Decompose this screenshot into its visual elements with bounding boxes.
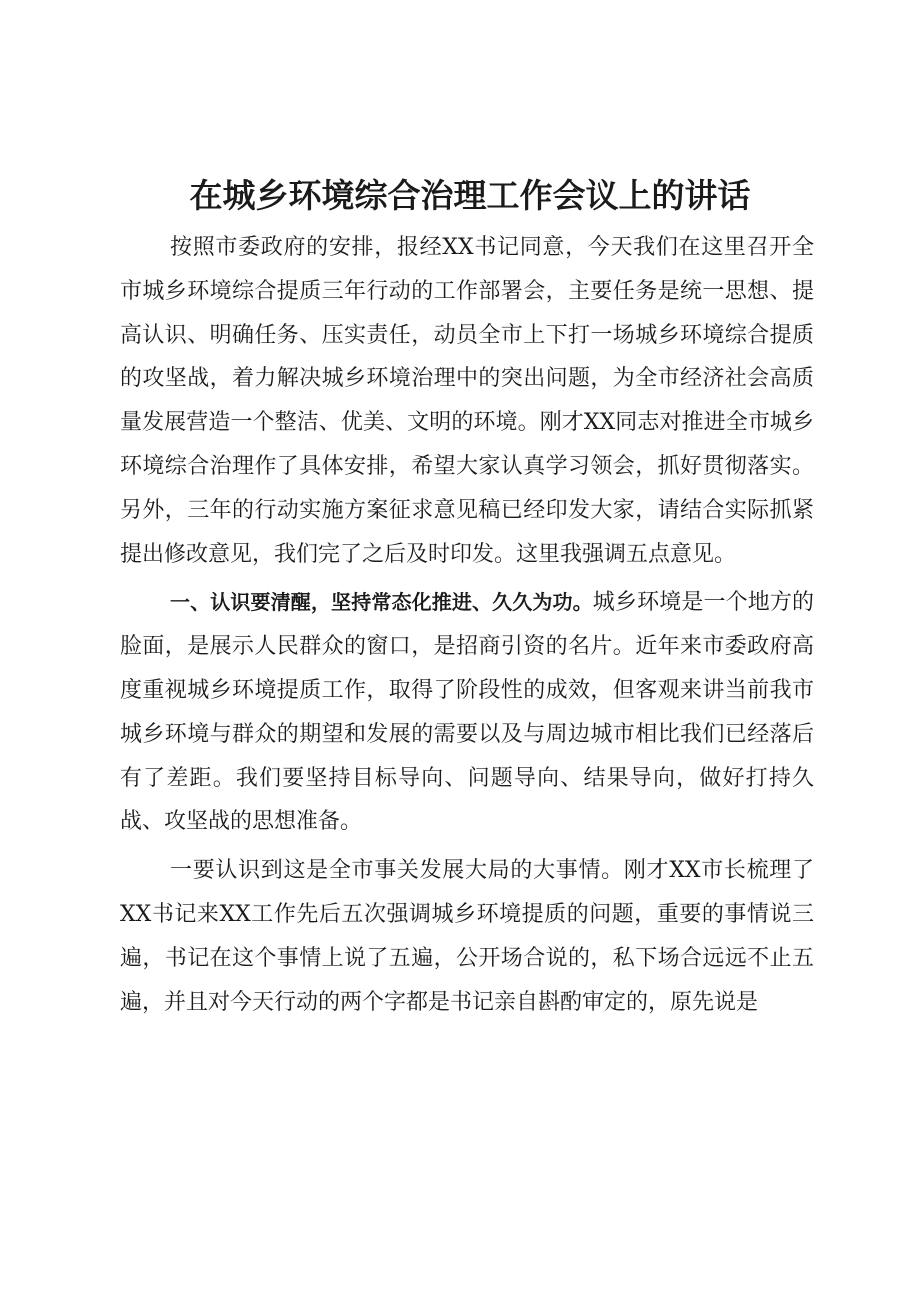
paragraph-section-1 <box>120 581 814 844</box>
paragraph-text: 城乡环境是一个地方的脸面，是展示人民群众的窗口，是招商引资的名片。近年来市委政府高度重视城乡环境提质工作，取得了阶段性的成效，但客观来讲当前我市城乡环境与群众的期望和发展的需要以及与周边城市相比我们已经落后有了差距。我们要坚持目标导向、问题导向、结果导向，做好打持久战、攻坚战的思想准备。 <box>120 590 814 835</box>
paragraph-intro <box>120 226 814 576</box>
paragraph-point-1 <box>120 849 814 1024</box>
section-heading: 一、认识要清醒，坚持常态化推进、久久为功。 <box>170 590 593 615</box>
document-body <box>120 226 814 1029</box>
document-title: 在城乡环境综合治理工作会议上的讲话 <box>189 176 751 215</box>
paragraph-text: 一要认识到这是全市事关发展大局的大事情。刚才XX市长梳理了XX书记来XX工作先后五次强调城乡环境提质的问题，重要的事情说三遍，书记在这个事情上说了五遍，公开场合说的，私下场合远远不止五遍，并且对今天行动的两个字都是书记亲自斟酌审定的，原先说是 <box>120 858 814 1015</box>
paragraph-text: 按照市委政府的安排，报经XX书记同意，今天我们在这里召开全市城乡环境综合提质三年行动的工作部署会，主要任务是统一思想、提高认识、明确任务、压实责任，动员全市上下打一场城乡环境综合提质的攻坚战，着力解决城乡环境治理中的突出问题，为全市经济社会高质量发展营造一个整洁、优美、文明的环境。刚才XX同志对推进全市城乡环境综合治理作了具体安排，希望大家认真学习领会，抓好贯彻落实。另外，三年的行动实施方案征求意见稿已经印发大家，请结合实际抓紧提出修改意见，我们完了之后及时印发。这里我强调五点意见。 <box>120 235 814 567</box>
